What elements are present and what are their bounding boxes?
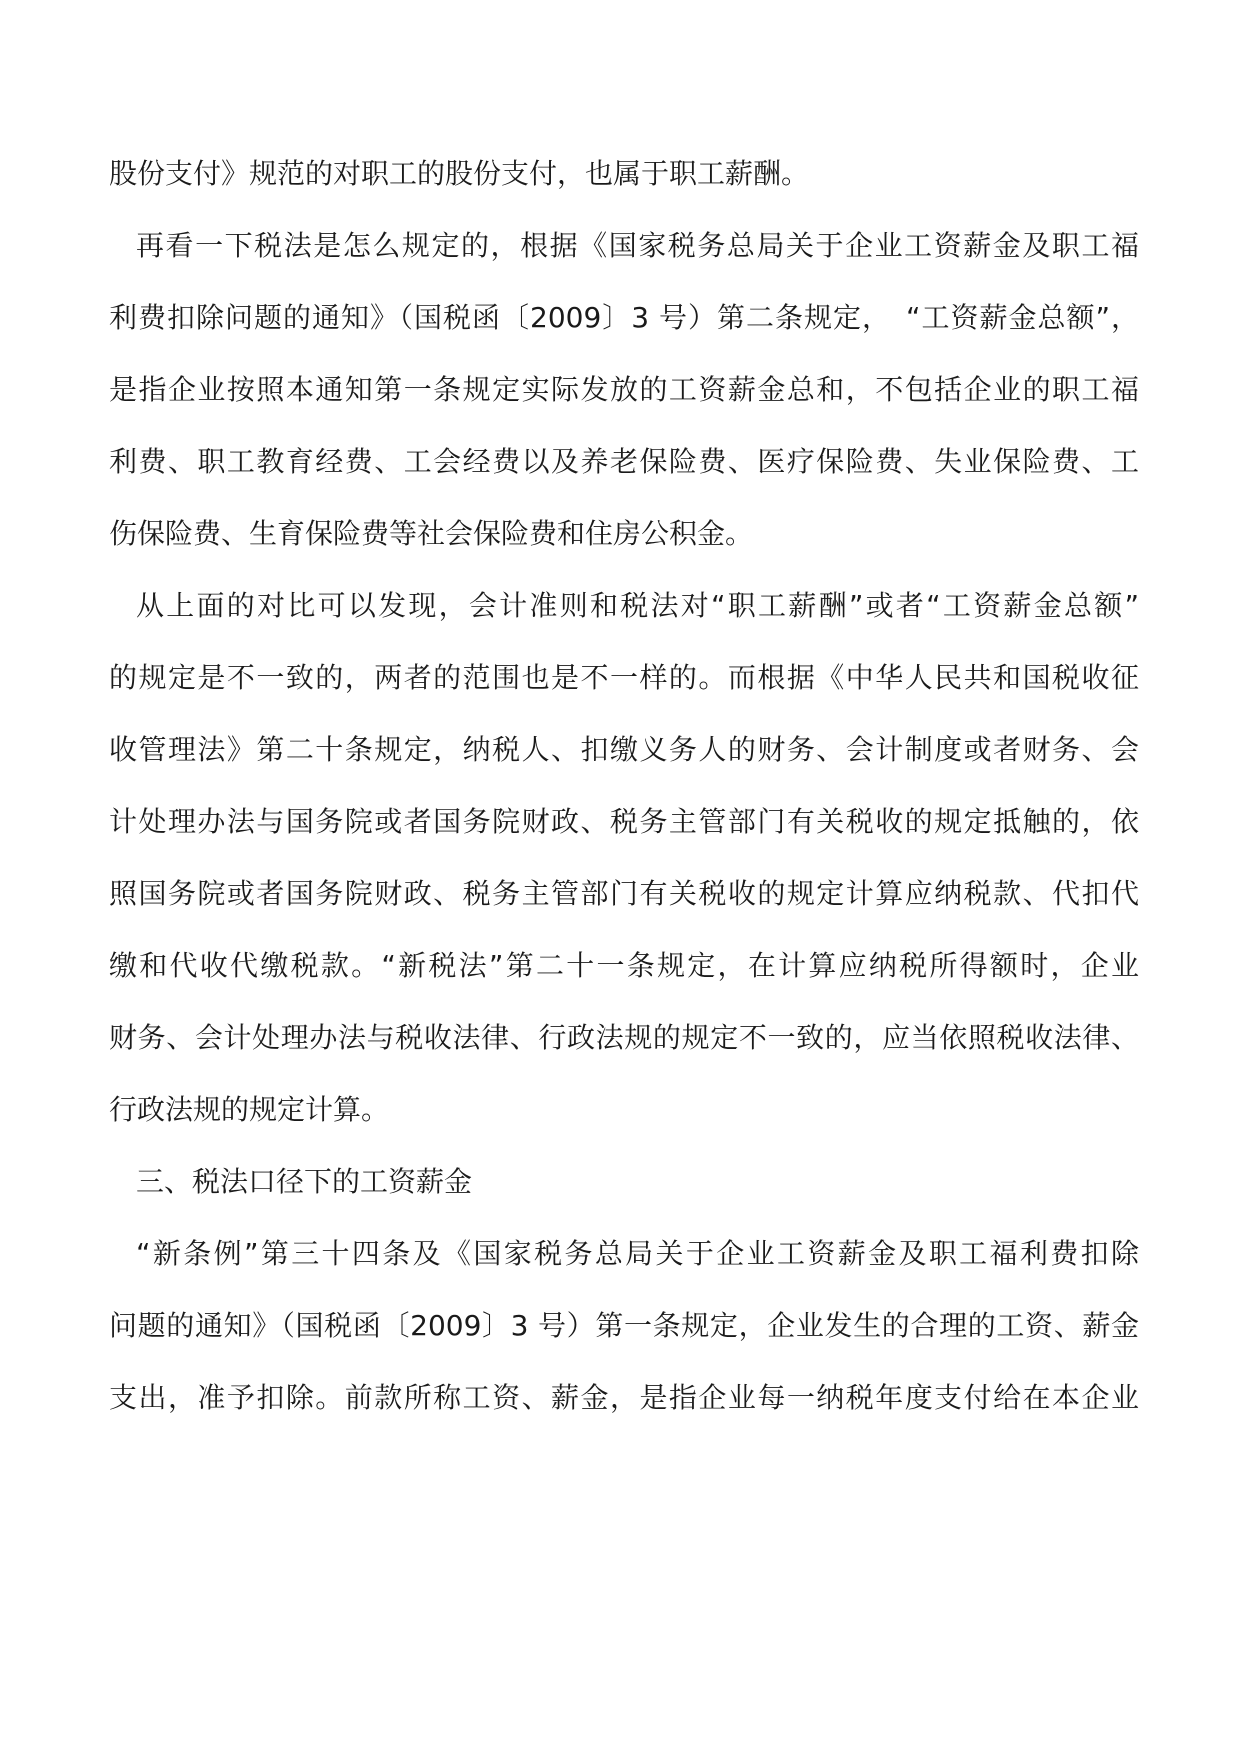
- text-line-12: 缴和代收代缴税款。“新税法”第二十一条规定，在计算应纳税所得额时，企业: [109, 949, 1139, 982]
- text-line-17: 问题的通知》（国税函〔2009〕3 号）第一条规定，企业发生的合理的工资、薪金: [109, 1309, 1139, 1342]
- text-line-14: 行政法规的规定计算。: [109, 1093, 390, 1126]
- text-line-3: 利费扣除问题的通知》（国税函〔2009〕3 号）第二条规定， “工资薪金总额”，: [109, 301, 1139, 334]
- text-line-5: 利费、职工教育经费、工会经费以及养老保险费、医疗保险费、失业保险费、工: [109, 445, 1139, 478]
- text-line-18: 支出，准予扣除。前款所称工资、薪金，是指企业每一纳税年度支付给在本企业: [109, 1381, 1139, 1414]
- text-line-8: 的规定是不一致的，两者的范围也是不一样的。而根据《中华人民共和国税收征: [109, 661, 1139, 694]
- text-line-7: 从上面的对比可以发现，会计准则和税法对“职工薪酬”或者“工资薪金总额”: [136, 589, 1139, 622]
- text-line-1: 股份支付》规范的对职工的股份支付，也属于职工薪酬。: [109, 157, 810, 190]
- text-line-11: 照国务院或者国务院财政、税务主管部门有关税收的规定计算应纳税款、代扣代: [109, 877, 1139, 910]
- section-heading: 三、税法口径下的工资薪金: [136, 1165, 473, 1198]
- text-line-9: 收管理法》第二十条规定，纳税人、扣缴义务人的财务、会计制度或者财务、会: [109, 733, 1139, 766]
- text-line-6: 伤保险费、生育保险费等社会保险费和住房公积金。: [109, 517, 754, 550]
- text-line-2: 再看一下税法是怎么规定的，根据《国家税务总局关于企业工资薪金及职工福: [136, 229, 1139, 262]
- text-line-10: 计处理办法与国务院或者国务院财政、税务主管部门有关税收的规定抵触的，依: [109, 805, 1139, 838]
- text-line-4: 是指企业按照本通知第一条规定实际发放的工资薪金总和，不包括企业的职工福: [109, 373, 1139, 406]
- text-line-13: 财务、会计处理办法与税收法律、行政法规的规定不一致的，应当依照税收法律、: [109, 1021, 1139, 1054]
- text-line-16: “新条例”第三十四条及《国家税务总局关于企业工资薪金及职工福利费扣除: [136, 1237, 1139, 1270]
